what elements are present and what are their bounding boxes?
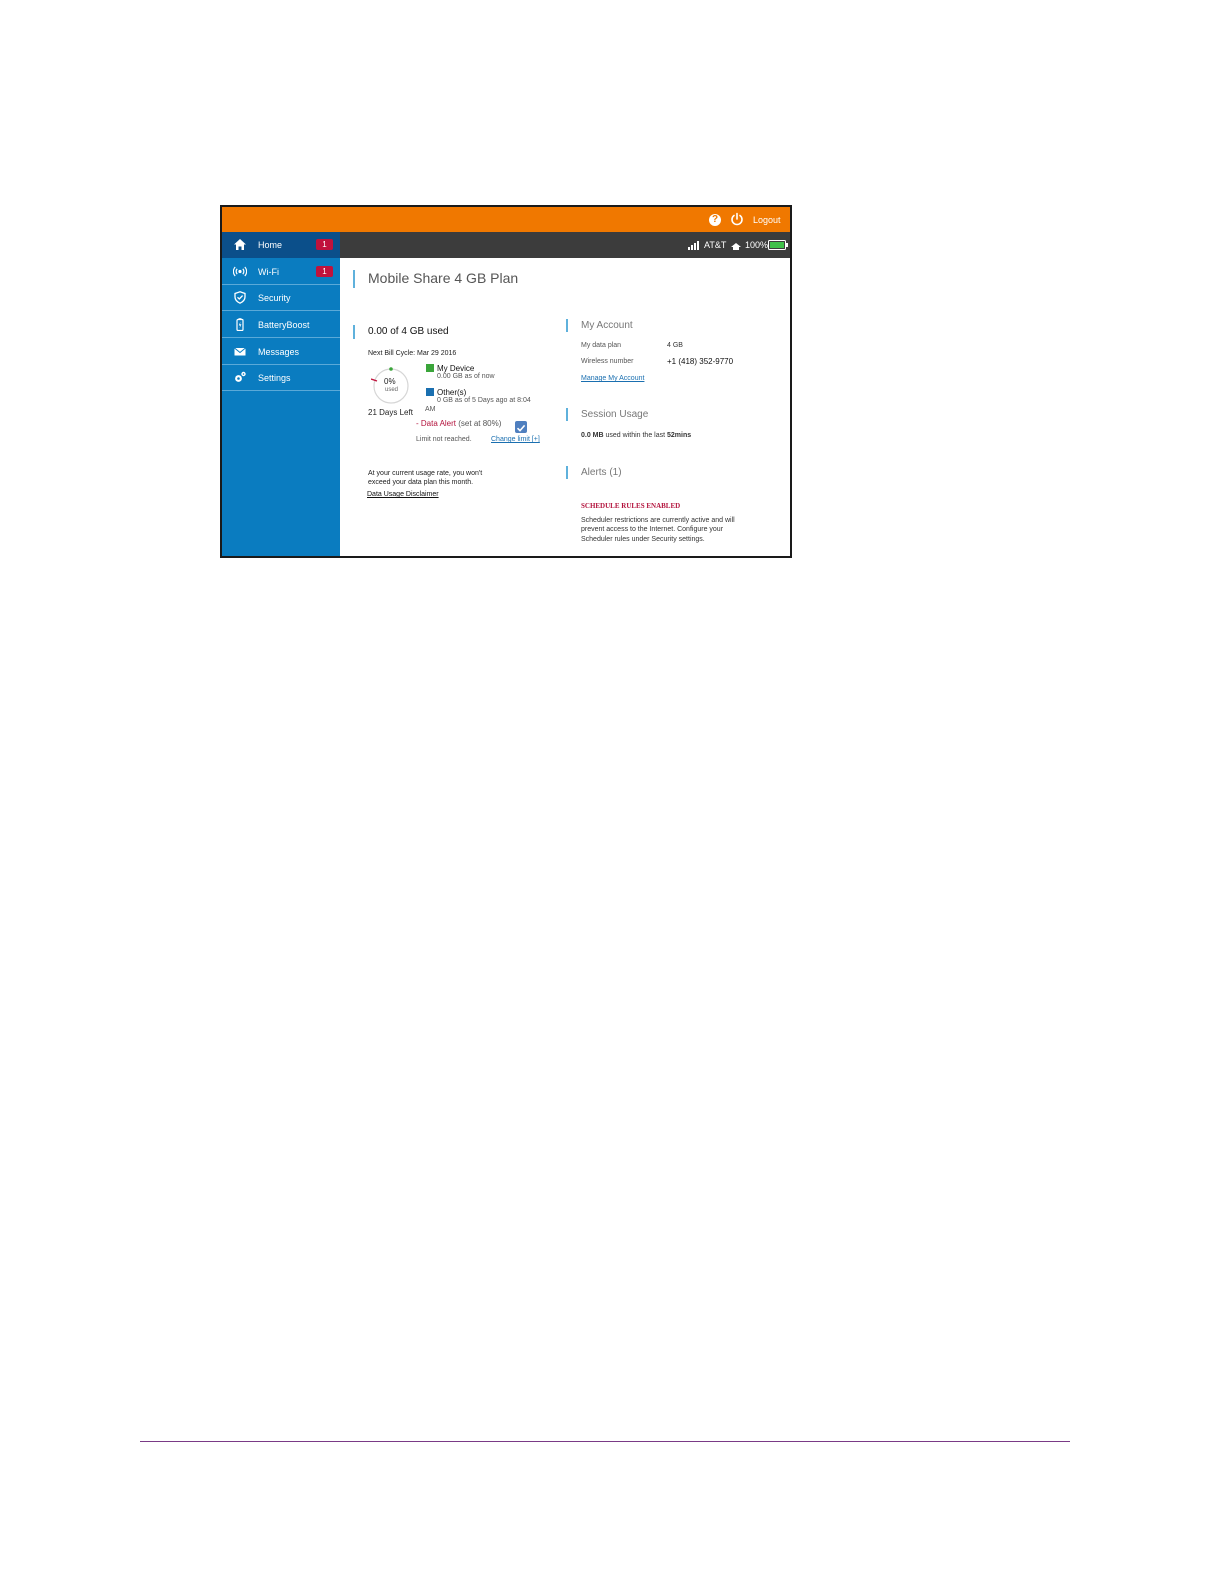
sidebar-item-security[interactable] — [222, 285, 340, 311]
data-plan-label: My data plan — [581, 342, 622, 349]
usage-summary: 0.00 of 4 GB used — [368, 326, 449, 337]
home-icon — [233, 238, 247, 251]
envelope-icon — [233, 345, 247, 358]
my-device-value: 0.00 GB as of now — [437, 373, 495, 380]
data-plan-value: 4 GB — [667, 342, 683, 349]
wireless-number-value: +1 (418) 352-9770 — [667, 357, 734, 366]
my-account-heading: My Account — [581, 320, 633, 331]
session-text: used within the last — [605, 432, 666, 439]
wifi-icon — [233, 265, 247, 278]
shield-icon — [233, 291, 247, 304]
alerts-heading: Alerts (1) — [581, 467, 622, 478]
usage-donut-chart — [371, 366, 411, 406]
notification-badge: 1 — [316, 266, 333, 277]
logout-link[interactable]: Logout — [753, 215, 781, 225]
section-accent — [566, 466, 568, 479]
checkmark-icon — [515, 422, 527, 434]
notification-badge: 1 — [316, 239, 333, 250]
data-alert: - Data Alert (set at 80%) — [416, 419, 502, 428]
router-web-ui-screenshot — [220, 205, 792, 558]
session-amount: 0.0 MB — [581, 432, 604, 439]
section-accent — [566, 319, 568, 332]
manage-account-link[interactable]: Manage My Account — [581, 375, 645, 382]
sidebar-item-settings[interactable] — [222, 365, 340, 391]
battery-boost-icon — [233, 318, 247, 331]
session-usage-heading: Session Usage — [581, 409, 649, 420]
sidebar-item-label: BatteryBoost — [258, 320, 310, 330]
my-device-legend-swatch — [426, 364, 434, 372]
wireless-number-label: Wireless number — [581, 358, 634, 365]
data-usage-disclaimer-link[interactable]: Data Usage Disclaimer — [367, 491, 439, 498]
sidebar-item-label: Home — [258, 240, 283, 250]
others-value: 0 GB as of 5 Days ago at 8:04 — [437, 397, 531, 404]
help-icon[interactable]: ? — [709, 214, 721, 226]
section-accent — [353, 270, 355, 288]
usage-percent-caption: used — [385, 387, 399, 393]
rate-note-line2: exceed your data plan this month. — [368, 479, 474, 486]
sidebar-item-label: Messages — [258, 347, 300, 357]
data-alert-label: Data Alert — [420, 419, 457, 428]
alert-body-line2: prevent access to the Internet. Configure your — [581, 526, 724, 533]
section-accent — [353, 325, 355, 339]
sidebar-item-messages[interactable] — [222, 339, 340, 365]
limit-status: Limit not reached. — [416, 436, 472, 443]
main-content — [340, 258, 790, 556]
sidebar-nav — [222, 232, 340, 556]
alert-title: SCHEDULE RULES ENABLED — [581, 502, 681, 510]
page-title: Mobile Share 4 GB Plan — [368, 270, 519, 286]
others-value-cont: AM — [425, 406, 436, 413]
rate-note-line1: At your current usage rate, you won't — [368, 470, 483, 477]
others-legend-swatch — [426, 388, 434, 396]
session-usage-text — [581, 432, 691, 439]
section-accent — [566, 408, 568, 421]
alert-body-line3: Scheduler rules under Security settings. — [581, 536, 705, 543]
network-type-icon — [730, 241, 742, 251]
top-bar — [222, 207, 790, 232]
status-bar — [340, 232, 790, 258]
data-alert-checkbox[interactable] — [515, 421, 527, 433]
power-icon[interactable] — [730, 212, 744, 226]
page-footer-rule — [140, 1441, 1070, 1442]
sidebar-item-wifi[interactable] — [222, 259, 340, 285]
battery-icon — [768, 240, 788, 250]
bill-cycle: Next Bill Cycle: Mar 29 2016 — [368, 350, 457, 357]
my-device-label: My Device — [437, 364, 475, 373]
alert-body-line1: Scheduler restrictions are currently active and will — [581, 517, 735, 524]
sidebar-item-label: Wi-Fi — [258, 267, 279, 277]
data-alert-value: (set at 80%) — [458, 419, 502, 428]
battery-percent: 100% — [745, 240, 769, 250]
sidebar-item-label: Security — [258, 293, 291, 303]
days-left: 21 Days Left — [368, 408, 413, 417]
carrier-name: AT&T — [704, 240, 727, 250]
session-duration: 52mins — [667, 432, 692, 439]
signal-bars-icon — [688, 241, 700, 250]
others-label: Other(s) — [437, 388, 467, 397]
sidebar-item-label: Settings — [258, 373, 291, 383]
sidebar-item-home[interactable] — [222, 232, 340, 258]
sidebar-item-batteryboost[interactable] — [222, 312, 340, 338]
usage-percent: 0% — [384, 377, 396, 386]
gear-icon — [233, 371, 247, 384]
change-limit-link[interactable]: Change limit [+] — [491, 436, 540, 443]
